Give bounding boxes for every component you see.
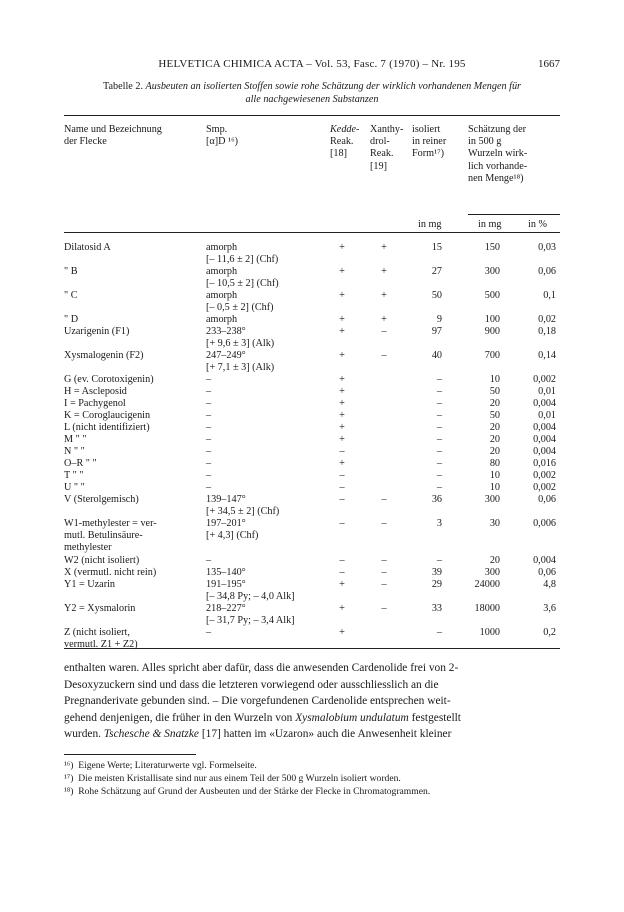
row-kedde: + <box>339 314 345 325</box>
body-line: gehend denjenigen, die früher in den Wurzeln von <box>64 711 296 724</box>
row-schaetzung-mg: 1000 <box>479 627 500 638</box>
body-line: enthalten waren. Alles spricht aber dafür, dass die anwesenden Cardenolide frei von 2- <box>64 662 459 674</box>
row-schaetzung-pct: 0,03 <box>538 242 556 253</box>
row-name: X (vermutl. nicht rein) <box>64 567 157 578</box>
row-smp: – <box>206 555 212 566</box>
row-isoliert: – <box>436 446 442 457</box>
row-smp: – <box>206 422 212 433</box>
footnote-rule <box>64 754 196 755</box>
row-kedde: + <box>339 627 345 638</box>
row-kedde: + <box>339 374 345 385</box>
row-smp: amorph <box>206 314 238 325</box>
row-schaetzung-pct: 0,06 <box>538 266 556 277</box>
row-schaetzung-pct: 0,18 <box>538 326 556 337</box>
row-kedde: + <box>339 422 345 433</box>
row-kedde: + <box>339 326 345 337</box>
row-rotation: [– 34,8 Py; – 4,0 Alk] <box>206 591 295 602</box>
row-kedde: + <box>339 386 345 397</box>
row-smp: – <box>206 386 212 397</box>
row-kedde: + <box>339 242 345 253</box>
row-isoliert: – <box>436 410 442 421</box>
table-bottom-rule <box>64 648 560 649</box>
row-schaetzung-mg: 20 <box>489 398 500 409</box>
row-smp: – <box>206 434 212 445</box>
row-kedde: + <box>339 458 345 469</box>
row-name: Z (nicht isoliert, <box>64 627 130 638</box>
row-smp: amorph <box>206 266 238 277</box>
row-smp: amorph <box>206 242 238 253</box>
body-line: wurden. <box>64 728 104 741</box>
row-schaetzung-pct: 0,01 <box>538 410 556 421</box>
row-kedde: + <box>339 266 345 277</box>
row-schaetzung-mg: 150 <box>484 242 500 253</box>
row-kedde: + <box>339 434 345 445</box>
row-isoliert: – <box>436 374 442 385</box>
row-isoliert: 3 <box>436 518 442 529</box>
row-smp: – <box>206 627 212 638</box>
row-kedde: – <box>339 494 345 505</box>
row-schaetzung-pct: 0,002 <box>533 470 556 481</box>
row-isoliert: – <box>436 386 442 397</box>
row-schaetzung-pct: 0,002 <box>533 374 556 385</box>
row-kedde: + <box>339 290 345 301</box>
row-schaetzung-mg: 700 <box>484 350 500 361</box>
row-schaetzung-mg: 10 <box>489 374 500 385</box>
row-name: Y2 = Xysmalorin <box>64 603 136 614</box>
row-schaetzung-mg: 900 <box>484 326 500 337</box>
row-schaetzung-pct: 0,016 <box>533 458 556 469</box>
row-kedde: – <box>339 518 345 529</box>
caption-label: Tabelle 2. <box>102 81 143 92</box>
row-smp: – <box>206 458 212 469</box>
row-xanthydrol: – <box>381 350 387 361</box>
row-isoliert: – <box>436 458 442 469</box>
footnote-17: ¹⁷) Die meisten Kristallisate sind nur aus einem Teil der 500 g Wurzeln isoliert worden. <box>64 773 401 784</box>
row-schaetzung-pct: 0,14 <box>538 350 556 361</box>
row-isoliert: 40 <box>431 350 442 361</box>
row-smp: – <box>206 482 212 493</box>
row-kedde: + <box>339 410 345 421</box>
table-caption <box>64 80 560 106</box>
row-schaetzung-mg: 20 <box>489 422 500 433</box>
row-name: V (Sterolgemisch) <box>64 494 139 505</box>
row-name: M " " <box>64 434 87 445</box>
row-smp: 139–147° <box>206 494 246 505</box>
caption-text-line2: alle nachgewiesenen Substanzen <box>245 94 379 105</box>
row-schaetzung-mg: 24000 <box>474 579 500 590</box>
row-rotation: [– 31,7 Py; – 3,4 Alk] <box>206 615 295 626</box>
row-schaetzung-mg: 10 <box>489 482 500 493</box>
row-xanthydrol: – <box>381 518 387 529</box>
row-xanthydrol: + <box>381 290 387 301</box>
row-schaetzung-pct: 0,02 <box>538 314 556 325</box>
row-rotation: [– 10,5 ± 2] (Chf) <box>206 278 279 289</box>
row-name: K = Coroglaucigenin <box>64 410 151 421</box>
row-name: W2 (nicht isoliert) <box>64 555 140 566</box>
row-name-cont: vermutl. Z1 + Z2) <box>64 639 138 650</box>
row-name: Uzarigenin (F1) <box>64 326 130 337</box>
row-name: Xysmalogenin (F2) <box>64 350 144 361</box>
row-isoliert: 33 <box>431 603 442 614</box>
row-name: W1-methylester = ver- <box>64 518 157 529</box>
row-schaetzung-pct: 0,2 <box>543 627 556 638</box>
row-smp: 218–227° <box>206 603 246 614</box>
row-xanthydrol: – <box>381 326 387 337</box>
row-kedde: – <box>339 555 345 566</box>
row-isoliert: – <box>436 398 442 409</box>
row-schaetzung-mg: 30 <box>489 518 500 529</box>
row-smp: 247–249° <box>206 350 246 361</box>
row-schaetzung-pct: 0,006 <box>533 518 556 529</box>
body-line: [17] hatten im «Uzaron» auch die Anwesenheit kleiner <box>198 728 452 741</box>
row-xanthydrol: + <box>381 314 387 325</box>
row-name: N " " <box>64 446 85 457</box>
row-xanthydrol: + <box>381 242 387 253</box>
row-isoliert: – <box>436 555 442 566</box>
row-smp: 233–238° <box>206 326 246 337</box>
row-schaetzung-mg: 80 <box>489 458 500 469</box>
row-xanthydrol: – <box>381 579 387 590</box>
row-isoliert: 9 <box>436 314 442 325</box>
page-number: 1667 <box>538 58 560 70</box>
row-schaetzung-pct: 0,06 <box>538 567 556 578</box>
row-schaetzung-mg: 500 <box>484 290 500 301</box>
row-isoliert: 50 <box>431 290 442 301</box>
row-rotation: [– 0,5 ± 2] (Chf) <box>206 302 274 313</box>
row-kedde: + <box>339 603 345 614</box>
row-isoliert: – <box>436 482 442 493</box>
author-names: Tschesche & Snatzke <box>103 728 199 741</box>
row-isoliert: 97 <box>431 326 442 337</box>
row-name: " C <box>64 290 78 301</box>
header-isoliert: isoliert in reiner Form¹⁷) <box>412 124 447 160</box>
row-schaetzung-pct: 0,01 <box>538 386 556 397</box>
row-name: Y1 = Uzarin <box>64 579 116 590</box>
row-isoliert: 36 <box>431 494 442 505</box>
row-schaetzung-pct: 3,6 <box>543 603 556 614</box>
row-xanthydrol: – <box>381 555 387 566</box>
row-schaetzung-mg: 300 <box>484 266 500 277</box>
row-smp: – <box>206 398 212 409</box>
row-kedde: + <box>339 350 345 361</box>
body-line: Desoxyzuckern sind und dass die letzteren vorwiegend oder ausschliesslich an die <box>64 678 439 691</box>
row-schaetzung-mg: 18000 <box>474 603 500 614</box>
row-xanthydrol: – <box>381 603 387 614</box>
row-kedde: – <box>339 567 345 578</box>
species-name: Xysmalobium undulatum <box>295 711 409 724</box>
row-schaetzung-pct: 0,004 <box>533 398 556 409</box>
row-name: G (ev. Corotoxigenin) <box>64 374 154 385</box>
row-smp: – <box>206 410 212 421</box>
header-unit-isoliert: in mg <box>418 219 442 230</box>
row-schaetzung-mg: 50 <box>489 386 500 397</box>
row-isoliert: 15 <box>431 242 442 253</box>
body-line: Pregnanderivate gebunden sind. – Die vorgefundenen Cardenolide entsprechen weit- <box>64 695 451 708</box>
row-name: O–R " " <box>64 458 97 469</box>
row-name: L (nicht identifiziert) <box>64 422 150 433</box>
row-isoliert: – <box>436 434 442 445</box>
header-unit-pct: in % <box>528 219 547 230</box>
header-kedde: Kedde- Reak. [18] <box>330 124 360 160</box>
row-isoliert: 29 <box>431 579 442 590</box>
row-xanthydrol: – <box>381 567 387 578</box>
row-isoliert: – <box>436 422 442 433</box>
row-schaetzung-pct: 0,06 <box>538 494 556 505</box>
row-schaetzung-mg: 20 <box>489 555 500 566</box>
row-name: Dilatosid A <box>64 242 111 253</box>
row-schaetzung-mg: 100 <box>484 314 500 325</box>
row-name-cont: methylester <box>64 542 112 553</box>
footnote-18: ¹⁸) Rohe Schätzung auf Grund der Ausbeuten und der Stärke der Flecke in Chromatogrammen. <box>64 786 431 797</box>
row-isoliert: – <box>436 470 442 481</box>
row-isoliert: 27 <box>431 266 442 277</box>
body-line: festgestellt <box>408 711 461 724</box>
header-unit-mg: in mg <box>478 219 502 230</box>
row-schaetzung-pct: 0,004 <box>533 446 556 457</box>
header-name: Name und Bezeichnung der Flecke <box>64 124 162 148</box>
row-name: " B <box>64 266 78 277</box>
row-smp: 135–140° <box>206 567 246 578</box>
row-name: H = Ascleposid <box>64 386 127 397</box>
row-rotation: [+ 9,6 ± 3] (Alk) <box>206 338 275 349</box>
caption-text-line1: Ausbeuten an isolierten Stoffen sowie rohe Schätzung der wirklich vorhandenen Mengen für <box>145 81 522 92</box>
footnote-16: ¹⁶) Eigene Werte; Literaturwerte vgl. Formelseite. <box>64 760 257 771</box>
row-schaetzung-mg: 300 <box>484 494 500 505</box>
row-schaetzung-pct: 0,004 <box>533 434 556 445</box>
header-xanthydrol: Xanthy- drol- Reak. [19] <box>370 124 404 172</box>
row-isoliert: – <box>436 627 442 638</box>
row-schaetzung-pct: 0,004 <box>533 555 556 566</box>
row-schaetzung-mg: 20 <box>489 446 500 457</box>
journal-title: HELVETICA CHIMICA ACTA – Vol. 53, Fasc. 7 (1970) – Nr. 195 <box>158 58 466 70</box>
row-kedde: + <box>339 579 345 590</box>
row-rotation: [+ 7,1 ± 3] (Alk) <box>206 362 275 373</box>
table-header-rule <box>64 232 560 233</box>
row-isoliert: 39 <box>431 567 442 578</box>
row-smp: – <box>206 470 212 481</box>
body-paragraph <box>64 660 560 743</box>
row-smp: 197–201° <box>206 518 246 529</box>
table-top-rule <box>64 115 560 116</box>
row-xanthydrol: + <box>381 266 387 277</box>
row-schaetzung-pct: 0,004 <box>533 422 556 433</box>
row-rotation: [+ 34,5 ± 2] (Chf) <box>206 506 280 517</box>
row-rotation: [– 11,6 ± 2] (Chf) <box>206 254 279 265</box>
row-smp: 191–195° <box>206 579 246 590</box>
row-kedde: – <box>339 470 345 481</box>
schaetzung-sub-rule <box>468 214 560 215</box>
row-schaetzung-mg: 50 <box>489 410 500 421</box>
header-smp: Smp. [α]D ¹⁶) <box>206 124 239 148</box>
header-schaetzung: Schätzung der in 500 g Wurzeln wirk- lich vorhande- nen Menge¹⁸) <box>468 124 528 184</box>
row-kedde: – <box>339 482 345 493</box>
row-name: I = Pachygenol <box>64 398 126 409</box>
row-name: U " " <box>64 482 85 493</box>
row-schaetzung-mg: 300 <box>484 567 500 578</box>
row-kedde: + <box>339 398 345 409</box>
row-name: T " " <box>64 470 84 481</box>
row-schaetzung-mg: 20 <box>489 434 500 445</box>
row-smp: – <box>206 374 212 385</box>
row-smp: – <box>206 446 212 457</box>
row-rotation: [+ 4,3] (Chf) <box>206 530 259 541</box>
row-schaetzung-pct: 0,1 <box>543 290 556 301</box>
row-smp: amorph <box>206 290 238 301</box>
row-kedde: – <box>339 446 345 457</box>
row-schaetzung-mg: 10 <box>489 470 500 481</box>
row-xanthydrol: – <box>381 494 387 505</box>
row-name: " D <box>64 314 79 325</box>
row-name-cont: mutl. Betulinsäure- <box>64 530 143 541</box>
row-schaetzung-pct: 0,002 <box>533 482 556 493</box>
row-schaetzung-pct: 4,8 <box>543 579 556 590</box>
